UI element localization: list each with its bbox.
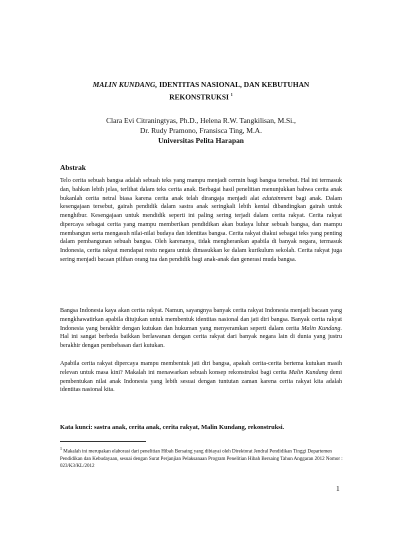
title-part-1: IDENTITAS NASIONAL, DAN KEBUTUHAN	[157, 80, 310, 89]
keywords-label: Kata kunci:	[60, 424, 93, 431]
abstract-heading: Abstrak	[60, 163, 86, 172]
p2-italic: Malin Kundang.	[301, 325, 342, 332]
p1-text-a: Telo cerita sebuah bangsa adalah sebuah teks yang mampu menjadi cermin bagi bangsa tersebut. Hal ini termasuk dan, bahkan lebih jelas, terlihat dalam teks cerita anak. Berbagai hasil penelitian menunjukkan bahwa cerita anak bukanlah cerita netral biasa karena cerita anak telah dirangaja menjadi alat	[60, 178, 342, 202]
p3-italic: Malin Kundang	[288, 369, 328, 376]
keywords	[60, 423, 342, 432]
footnote-text: Makalah ini merupakan elaborasi dari penelitian Hibah Bersaing yang dibiayai oleh Direktorat Jendral Pendidikan Tinggi Departemen Pendidikan dan Kebudayaan, sesuai dengan Surat Perjanjian Pelaksanaan Program Penelitian Hibah Bersaing Tahun Anggaran 2012 Nomor : 023/K3/KL/2012	[60, 449, 343, 470]
p1-italic: edutainment	[262, 195, 293, 202]
abstract-paragraph-2	[60, 307, 342, 351]
p2-text-b: Hal ini sangat berbeda baikkan berlawanan dengan cerita rakyat dari banyak negara lain di dunia yang justru berakhir dengan pembebasan dari kutukan.	[60, 334, 342, 349]
abstract-paragraph-3	[60, 360, 342, 395]
authors-line-2: Dr. Rudy Pramono, Fransisca Ting, M.A.	[140, 126, 262, 135]
footnote-divider	[60, 441, 146, 442]
footnote-marker: 1	[60, 446, 62, 451]
affiliation: Universitas Pelita Harapan	[158, 136, 244, 145]
p3-text-a: Apabila cerita rakyat dipercaya mampu membentuk jati diri bangsa, apakah cerita-cerita bertema kutukan masih relevan untuk masa kini? Makalah ini menawarkan sebuah konsep rekonstruksi bagi cerita	[60, 361, 342, 376]
p3-text-b: demi pembentukan nilai anak Indonesia yang lebih sesuai dengan tuntutan zaman karena cerita rakyat kita adalah identitas nasional kita.	[60, 369, 342, 394]
title-part-2: REKONSTRUKSI	[169, 92, 229, 102]
title-italic-part: MALIN KUNDANG,	[92, 80, 158, 89]
abstract-paragraph-1	[60, 177, 342, 265]
authors-line-1: Clara Evi Citraningtyas, Ph.D., Helena R.W. Tangkilisan, M.Si.,	[106, 116, 296, 125]
keywords-text: sastra anak, cerita anak, cerita rakyat, Malin Kundang, rekonstruksi.	[92, 424, 285, 431]
footnote	[60, 445, 344, 470]
p2-text-a: Bangsa Indonesia kaya akan cerita rakyat. Namun, sayangnya banyak cerita rakyat Indonesia menjadi bacaan yang mengkhawatirkan apabila ditujukan untuk membentuk identitas nasional dan jati diri bangsa. Banyak cerita rakyat Indonesia yang berakhir dengan kutukan dan hukuman yang menyeramkan seperti dalam cerita	[60, 308, 342, 332]
page-number: 1	[336, 484, 340, 493]
p1-text-b: bagi anak. Dalam kesengajaan tersebut, gairah pendidik dalam sastra anak seringkali lebih kental dibandingkan gairah untuk menghibur. Kesengajaan untuk mendidik seperti ini paling sering terjadi dalam cerita rakyat. Cerita rakyat dipercaya sebagai cerita yang mampu memberikan pendidikan akan budaya luhur sebuah bangsa, dan mampu membangun serta mengasuh nilai-nilai budaya dan identitas bangsa. Cerita rakyat diakui sebagai teks yang penting dalam pembangunan sebuah bangsa. Oleh karenanya, tidak mengherankan apabila di banyak negara, termasuk Indonesia, cerita rakyat mendapat restu negara untuk dimasukkan ke dalam kurikulum sekolah. Cerita rakyat juga sering menjadi bacaan pilihan orang tua dan pendidik bagi anak-anak dan generasi muda bangsa.	[60, 195, 342, 263]
paper-title	[60, 80, 342, 102]
title-footnote-marker: 1	[230, 92, 233, 97]
author-block	[60, 116, 342, 146]
